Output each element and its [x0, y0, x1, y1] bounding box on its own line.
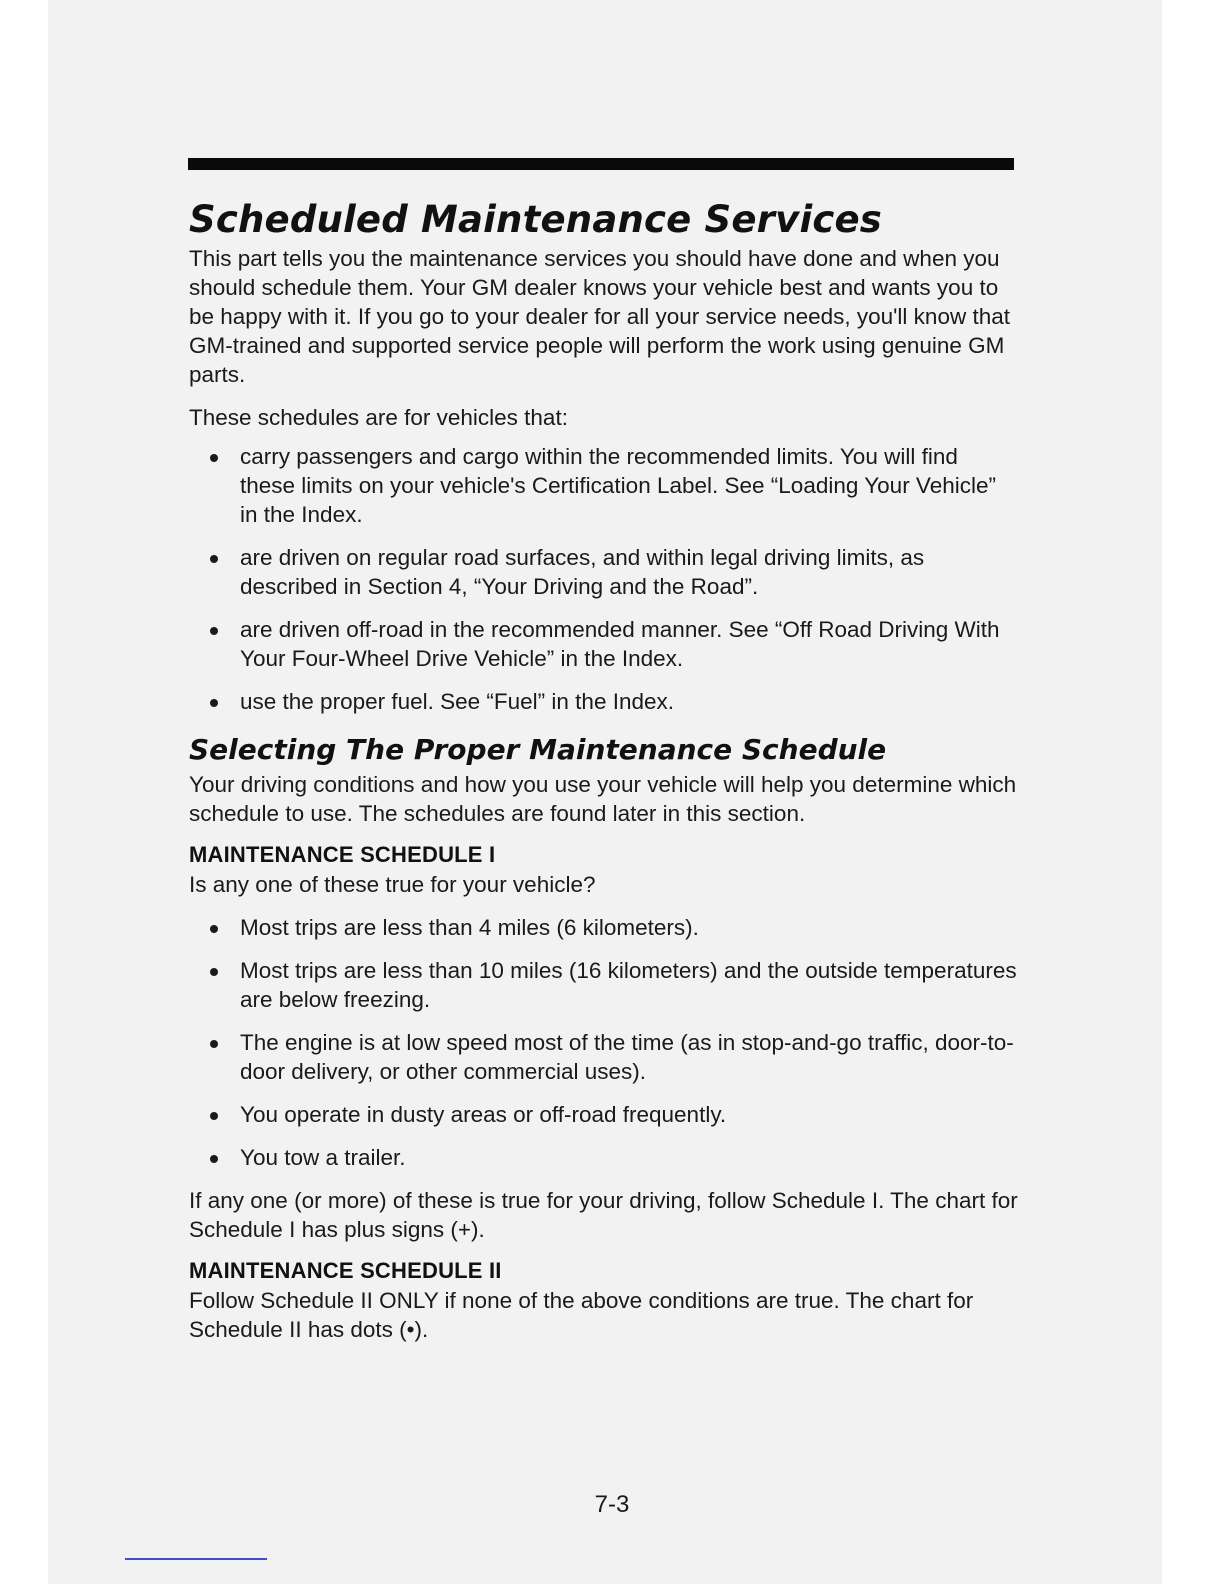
bullet-icon — [210, 1040, 218, 1048]
list-item — [189, 956, 1019, 1014]
list-item — [189, 913, 1019, 942]
list-item — [189, 1100, 1019, 1129]
list-item-text: use the proper fuel. See “Fuel” in the Index. — [240, 689, 675, 714]
list-item-text: carry passengers and cargo within the recommended limits. You will find these limits on your vehicle's Certification Label. See “Loading Your Vehicle” in the Index. — [240, 444, 996, 527]
page-title: Scheduled Maintenance Services — [189, 198, 882, 241]
bullet-icon — [210, 627, 218, 635]
list-item-text: are driven off-road in the recommended manner. See “Off Road Driving With Your Four-Wheel Drive Vehicle” in the Index. — [240, 617, 1000, 671]
list-item — [189, 687, 1019, 716]
list-item — [189, 442, 1019, 529]
schedule-1-heading: MAINTENANCE SCHEDULE I — [189, 842, 496, 867]
bullet-icon — [210, 968, 218, 976]
bullet-icon — [210, 454, 218, 462]
bottom-link-underline[interactable] — [125, 1558, 267, 1560]
bullet-icon — [210, 555, 218, 563]
page-number: 7-3 — [594, 1491, 630, 1518]
list-item — [189, 615, 1019, 673]
list-item-text: Most trips are less than 4 miles (6 kilometers). — [240, 915, 699, 940]
selecting-heading: Selecting The Proper Maintenance Schedule — [189, 733, 887, 766]
schedule-1-list — [189, 913, 1019, 1172]
schedule-1-followup: If any one (or more) of these is true for your driving, follow Schedule I. The chart for Schedule I has plus signs (+). — [189, 1188, 1018, 1242]
intro-paragraph: This part tells you the maintenance services you should have done and when you should schedule them. Your GM dealer knows your vehicle best and wants you to be happy with it. If you go to your dealer for all your service needs, you'll know that GM-trained and supported service people will perform the work using genuine GM parts. — [189, 246, 1010, 387]
list-item-text: You tow a trailer. — [240, 1145, 406, 1170]
list-item-text: The engine is at low speed most of the time (as in stop-and-go traffic, door-to-door delivery, or other commercial uses). — [240, 1030, 1014, 1084]
bullet-icon — [210, 1112, 218, 1120]
schedule-1-question: Is any one of these true for your vehicle? — [189, 872, 596, 897]
bullet-icon — [210, 699, 218, 707]
page-content — [189, 196, 1019, 1344]
schedules-intro: These schedules are for vehicles that: — [189, 405, 568, 430]
list-item-text: Most trips are less than 10 miles (16 kilometers) and the outside temperatures are below freezing. — [240, 958, 1017, 1012]
bullet-icon — [210, 1155, 218, 1163]
schedule-2-heading: MAINTENANCE SCHEDULE II — [189, 1258, 502, 1283]
list-item — [189, 1143, 1019, 1172]
section-top-rule — [188, 158, 1014, 170]
selecting-paragraph: Your driving conditions and how you use your vehicle will help you determine which schedule to use. The schedules are found later in this section. — [189, 772, 1017, 826]
list-item — [189, 543, 1019, 601]
list-item-text: You operate in dusty areas or off-road frequently. — [240, 1102, 727, 1127]
conditions-list — [189, 442, 1019, 716]
list-item-text: are driven on regular road surfaces, and within legal driving limits, as described in Section 4, “Your Driving and the Road”. — [240, 545, 925, 599]
schedule-2-paragraph: Follow Schedule II ONLY if none of the above conditions are true. The chart for Schedule II has dots (•). — [189, 1288, 974, 1342]
list-item — [189, 1028, 1019, 1086]
bullet-icon — [210, 925, 218, 933]
